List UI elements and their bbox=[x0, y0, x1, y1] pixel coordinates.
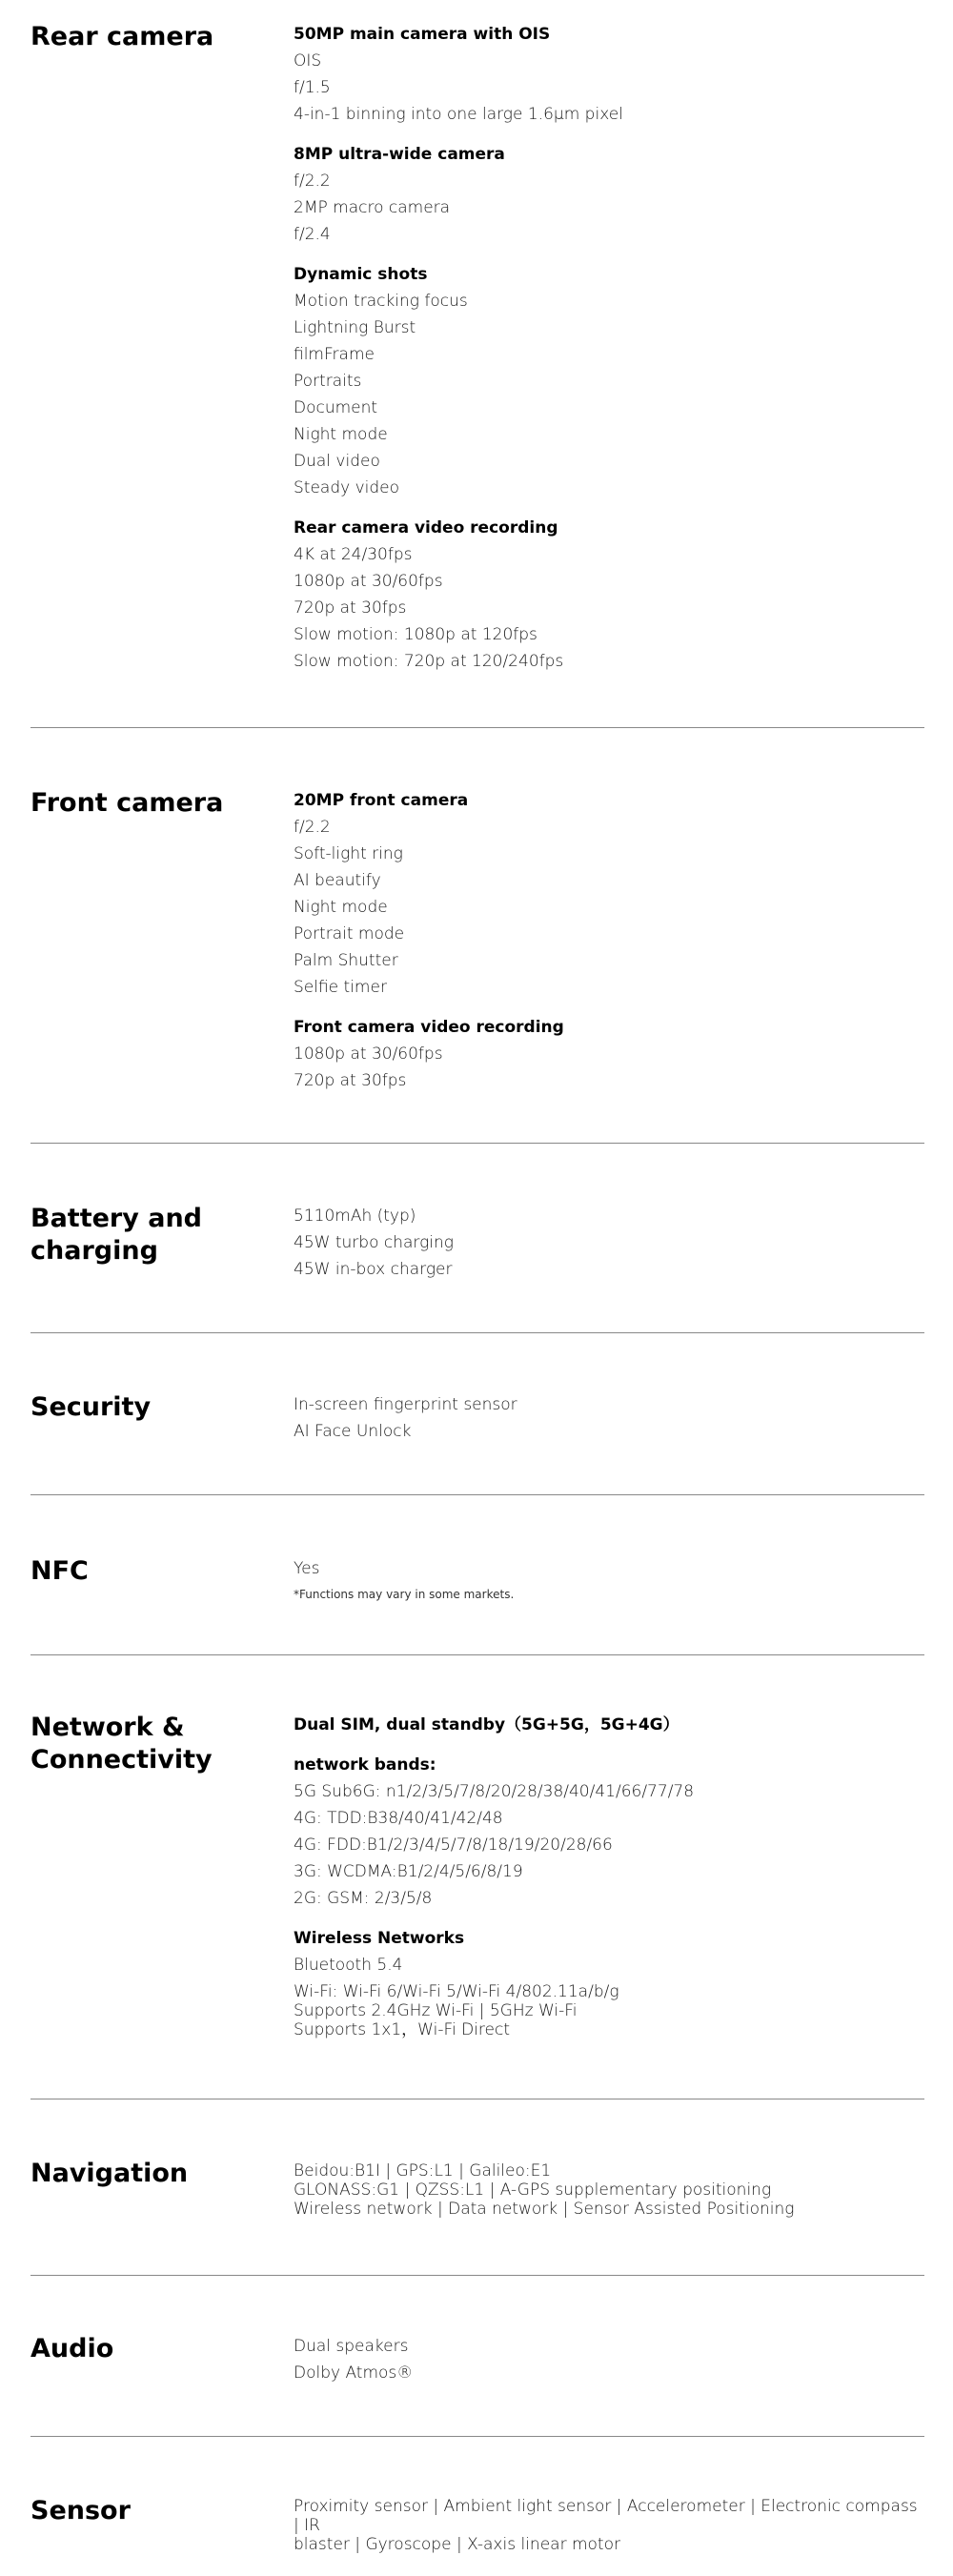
section-title: Navigation bbox=[30, 2159, 189, 2188]
spec-item: OIS bbox=[294, 51, 322, 71]
spec-item: 4-in-1 binning into one large 1.6μm pixel bbox=[294, 105, 623, 124]
spec-item: Wi-Fi: Wi-Fi 6/Wi-Fi 5/Wi-Fi 4/802.11a/b/g bbox=[294, 1982, 619, 2001]
section-content bbox=[294, 2497, 923, 2554]
spec-item: GLONASS:G1 | QZSS:L1 | A-GPS supplementary positioning bbox=[294, 2180, 772, 2200]
section-title: Sensor bbox=[30, 2496, 131, 2525]
section-divider bbox=[30, 1332, 924, 1333]
section-title: Front camera bbox=[30, 788, 224, 818]
spec-item: Dolby Atmos® bbox=[294, 2363, 414, 2383]
section-divider bbox=[30, 2275, 924, 2276]
spec-item: Portraits bbox=[294, 372, 362, 391]
spec-item: Bluetooth 5.4 bbox=[294, 1956, 403, 1975]
section-divider bbox=[30, 727, 924, 728]
section-content bbox=[294, 1555, 923, 1607]
spec-item: Portrait mode bbox=[294, 924, 405, 943]
spec-item: 720p at 30fps bbox=[294, 598, 407, 618]
section-content bbox=[294, 1712, 923, 2039]
spec-item: Supports 2.4GHz Wi-Fi | 5GHz Wi-Fi bbox=[294, 2001, 578, 2020]
section-title: NFC bbox=[30, 1556, 89, 1586]
spec-item: Yes bbox=[294, 1559, 320, 1578]
spec-item: f/2.4 bbox=[294, 225, 331, 244]
group-heading: 20MP front camera bbox=[294, 791, 469, 810]
spec-item: 4G: FDD:B1/2/3/4/5/7/8/18/19/20/28/66 bbox=[294, 1836, 613, 1855]
spec-item: 1080p at 30/60fps bbox=[294, 572, 443, 591]
spec-item: Selfie timer bbox=[294, 978, 387, 997]
spec-item: Night mode bbox=[294, 898, 388, 917]
group-heading: Front camera video recording bbox=[294, 1018, 564, 1037]
group-heading: Dynamic shots bbox=[294, 265, 428, 284]
spec-item: Lightning Burst bbox=[294, 318, 416, 337]
footnote: *Functions may vary in some markets. bbox=[294, 1588, 515, 1601]
spec-item: f/2.2 bbox=[294, 172, 331, 191]
section-divider bbox=[30, 1494, 924, 1495]
spec-item: Dual video bbox=[294, 452, 380, 471]
spec-item: f/1.5 bbox=[294, 78, 331, 97]
spec-item: 5G Sub6G: n1/2/3/5/7/8/20/28/38/40/41/66/77/78 bbox=[294, 1782, 695, 1801]
spec-item: Steady video bbox=[294, 478, 400, 497]
section-content bbox=[294, 1203, 923, 1283]
spec-item: 45W in-box charger bbox=[294, 1260, 453, 1279]
spec-item: f/2.2 bbox=[294, 818, 331, 837]
section-title: Rear camera bbox=[30, 22, 214, 51]
group-heading: 8MP ultra-wide camera bbox=[294, 145, 505, 164]
section-content bbox=[294, 1391, 923, 1445]
spec-item: In-screen fingerprint sensor bbox=[294, 1395, 517, 1414]
spec-item: Supports 1x1，Wi-Fi Direct bbox=[294, 2020, 511, 2039]
group-heading: network bands: bbox=[294, 1755, 436, 1775]
spec-item: Soft-light ring bbox=[294, 844, 403, 863]
spec-item: Dual speakers bbox=[294, 2337, 409, 2356]
section-divider bbox=[30, 1143, 924, 1144]
spec-item: 3G: WCDMA:B1/2/4/5/6/8/19 bbox=[294, 1862, 523, 1881]
spec-item: Slow motion: 720p at 120/240fps bbox=[294, 652, 564, 671]
spec-item: filmFrame bbox=[294, 345, 375, 364]
spec-item: 2G: GSM: 2/3/5/8 bbox=[294, 1889, 433, 1908]
section-title: Network & Connectivity bbox=[30, 1713, 213, 1775]
group-heading: 50MP main camera with OIS bbox=[294, 25, 551, 44]
spec-item: Wireless network | Data network | Sensor Assisted Positioning bbox=[294, 2200, 795, 2219]
spec-item: 5110mAh (typ) bbox=[294, 1207, 416, 1226]
section-title: Audio bbox=[30, 2334, 114, 2363]
group-heading: Rear camera video recording bbox=[294, 518, 558, 538]
spec-item: 4G: TDD:B38/40/41/42/48 bbox=[294, 1809, 503, 1828]
spec-item: 2MP macro camera bbox=[294, 198, 451, 217]
section-content bbox=[294, 21, 923, 675]
section-divider bbox=[30, 1654, 924, 1655]
spec-item: 720p at 30fps bbox=[294, 1071, 407, 1090]
spec-item: AI beautify bbox=[294, 871, 381, 890]
spec-item: Slow motion: 1080p at 120fps bbox=[294, 625, 537, 644]
spec-item: Proximity sensor | Ambient light sensor | Accelerometer | Electronic compass | IR bbox=[294, 2497, 918, 2535]
spec-item: 4K at 24/30fps bbox=[294, 545, 413, 564]
spec-item: Document bbox=[294, 398, 378, 417]
section-content bbox=[294, 2161, 923, 2219]
spec-item: 1080p at 30/60fps bbox=[294, 1045, 443, 1064]
section-content bbox=[294, 787, 923, 1094]
section-title: Security bbox=[30, 1392, 152, 1422]
spec-item: blaster | Gyroscope | X-axis linear motor bbox=[294, 2535, 620, 2554]
spec-item: AI Face Unlock bbox=[294, 1422, 412, 1441]
group-heading: Dual SIM, dual standby（5G+5G，5G+4G） bbox=[294, 1715, 679, 1734]
section-title: Battery and charging bbox=[30, 1204, 203, 1266]
section-content bbox=[294, 2333, 923, 2386]
spec-item: Palm Shutter bbox=[294, 951, 398, 970]
section-divider bbox=[30, 2436, 924, 2437]
spec-item: 45W turbo charging bbox=[294, 1233, 454, 1252]
group-heading: Wireless Networks bbox=[294, 1929, 465, 1948]
spec-item: Beidou:B1I | GPS:L1 | Galileo:E1 bbox=[294, 2161, 552, 2180]
spec-item: Night mode bbox=[294, 425, 388, 444]
spec-item: Motion tracking focus bbox=[294, 292, 468, 311]
